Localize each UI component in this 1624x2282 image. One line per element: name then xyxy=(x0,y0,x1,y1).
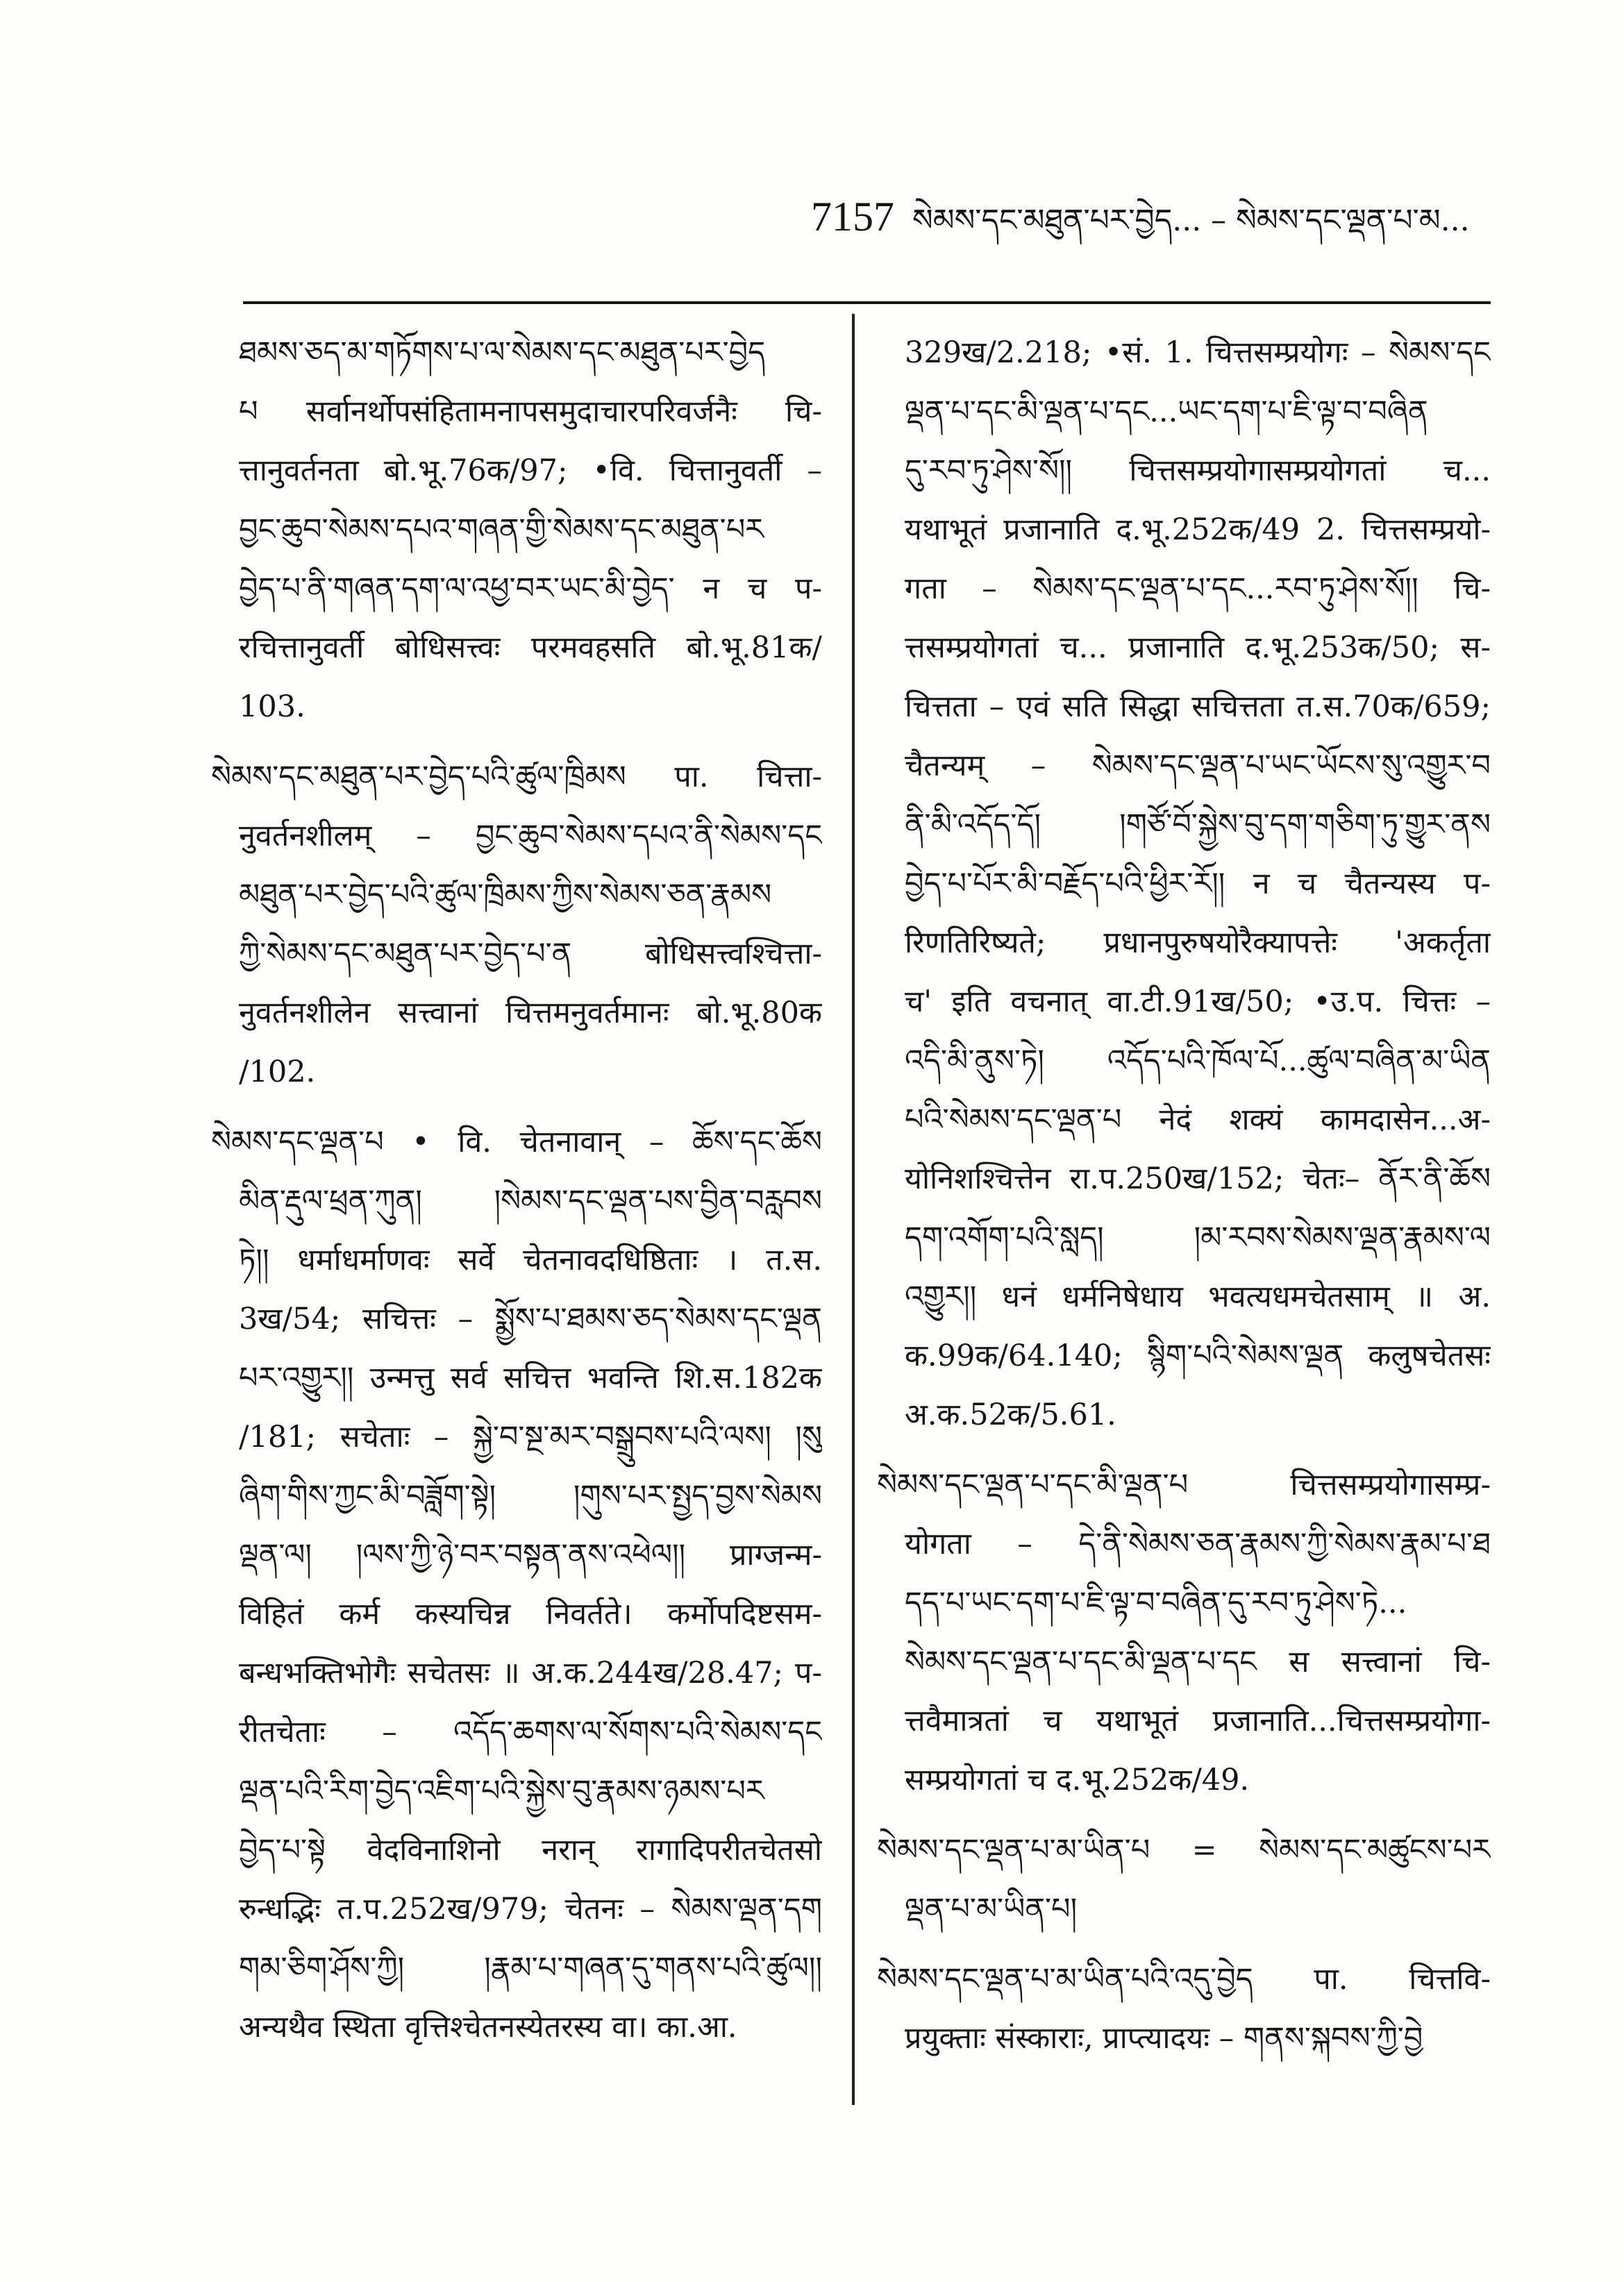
entry-line: པ सर्वानर्थोपसंहितामनापसमुदाचारपरिवर्जनैः चि- xyxy=(239,394,822,429)
entry-line: /181; सचेताः – སྐྱེ་བ་སྔ་མར་བསྒྲུབས་པའི་ལས། །སུ xyxy=(239,1420,822,1454)
column-divider xyxy=(852,314,855,2105)
entry-line: མིན་རྡུལ་ཕྲན་ཀུན། །སེམས་དང་ལྡན་པས་བྱིན་བརླབས xyxy=(239,1184,822,1218)
entry-line: དད་པ་ཡང་དག་པ་ཇི་ལྟ་བ་བཞིན་དུ་རབ་ཏུ་ཤེས་ཏེ... xyxy=(905,1586,1407,1620)
entry-line: अन्यथैव स्थिता वृत्तिश्चेतनस्येतरस्य वा। का.आ. xyxy=(239,2010,737,2045)
entry-line: ལྡན་ལ། །ལས་ཀྱི་ཉེ་བར་བསྟན་ནས་འཕེལ།། प्राग्जन्म- xyxy=(239,1538,822,1572)
entry-line: सम्प्रयोगतां च द.भू.252क/49. xyxy=(905,1763,1250,1797)
entry-line: रचित्तानुवर्ती बोधिसत्त्वः परमवहसति बो.भू.81क/ xyxy=(239,630,822,665)
entry-line: नुवर्तनशीलम् – བྱང་ཆུབ་སེམས་དཔའ་ནི་སེམས་དང xyxy=(239,819,822,853)
dictionary-entry xyxy=(211,1113,822,2057)
entry-line: विहितं कर्म कस्यचिन्न निवर्तते। कर्मोपदिष्टसम- xyxy=(239,1597,822,1631)
entry-line: བྱེད་པ་ནི་གཞན་དག་ལ་འཕྱ་བར་ཡང་མི་བྱེད་ न च प- xyxy=(239,571,822,606)
entry-line: ཞིག་གིས་ཀྱང་མི་བཟློག་སྟེ། །གུས་པར་སྤྱད་བྱས་སེམས xyxy=(239,1479,822,1513)
entry-line: बन्धभक्तिभोगैः सचेतसः ॥ अ.क.244ख/28.47; प- xyxy=(239,1656,822,1690)
entry-line: चित्तता – एवं सति सिद्धा सचित्तता त.स.70क/659; xyxy=(905,689,1491,724)
entry-line: འདི་མི་ནུས་ཏེ། འདོད་པའི་ཁོལ་པོ...ཚུལ་བཞིན་མ་ཡིན xyxy=(905,1043,1491,1078)
entry-line: रीतचेताः – འདོད་ཆགས་ལ་སོགས་པའི་སེམས་དང xyxy=(239,1715,822,1750)
entry-line: ནི་མི་འདོད་དོ། །གཙོ་བོ་སྐྱེས་བུ་དག་གཅིག་ཏུ་གྱུར་ནས xyxy=(905,807,1491,842)
entry-line: योगता – དེ་ནི་སེམས་ཅན་རྣམས་ཀྱི་སེམས་རྣམ་པ་ཐ xyxy=(905,1527,1491,1561)
entry-line: 3ख/54; सचित्तः – སྨྱོས་པ་ཐམས་ཅད་སེམས་དང་ལྡན xyxy=(239,1302,822,1336)
running-head: སེམས་དང་མཐུན་པར་བྱེད... – སེམས་དང་ལྡན་པ་མ... xyxy=(912,203,1470,238)
entry-line: अ.क.52क/5.61. xyxy=(905,1398,1116,1432)
entry-line: त्तवैमात्रतां च यथाभूतं प्रजानाति...चित्तसम्प्रयोगा- xyxy=(905,1704,1491,1738)
dictionary-entry xyxy=(877,1950,1491,2068)
entry-line: ཐམས་ཅད་མ་གཏོགས་པ་ལ་སེམས་དང་མཐུན་པར་བྱེད xyxy=(239,335,766,370)
entry-line: བྱེད་པ་པོར་མི་བརྗོད་པའི་ཕྱིར་རོ།། न च चैतन्यस्य प- xyxy=(905,866,1491,901)
entry-line: 103. xyxy=(239,689,305,724)
entry-line: रिणतिरिष्यते; प्रधानपुरुषयोरैक्यापत्तेः 'अकर्तृता xyxy=(905,925,1491,960)
headword-line: སེམས་དང་ལྡན་པ་མ་ཡིན་པའི་འདུ་བྱེད पा. चित्तवि- xyxy=(877,1962,1491,1997)
dictionary-entry xyxy=(877,1456,1491,1810)
entry-line: त्तानुवर्तनता बो.भू.76क/97; •वि. चित्तानुवर्ती – xyxy=(239,453,822,488)
entry-line: བྱེད་པ་སྟེ वेदविनाशिनो नरान् रागादिपरीतचेतसो xyxy=(239,1833,822,1868)
entry-line: ལྡན་པའི་རིག་བྱེད་འཇིག་པའི་སྐྱེས་བུ་རྣམས་ཉམས་པར xyxy=(239,1774,764,1809)
header-rule xyxy=(243,301,1491,304)
entry-line: བྱང་ཆུབ་སེམས་དཔའ་གཞན་གྱི་སེམས་དང་མཐུན་པར xyxy=(239,512,764,547)
entry-line: चैतन्यम् – སེམས་དང་ལྡན་པ་ཡང་ཡོངས་སུ་འགྱུར་བ xyxy=(905,748,1491,783)
entry-line: गता – སེམས་དང་ལྡན་པ་དང...རབ་ཏུ་ཤེས་སོ།། चि- xyxy=(905,571,1491,606)
headword-line: སེམས་དང་ལྡན་པ • वि. चेतनावान् – ཆོས་དང་ཆོས xyxy=(211,1125,822,1159)
entry-line: པའི་སེམས་དང་ལྡན་པ नेदं शक्यं कामदासेन...अ- xyxy=(905,1102,1491,1137)
dictionary-entry xyxy=(211,748,822,1102)
headword-line: སེམས་དང་ལྡན་པ་དང་མི་ལྡན་པ चित्तसम्प्रयोगासम्प्र- xyxy=(877,1468,1491,1502)
entry-line: ཀྱི་སེམས་དང་མཐུན་པར་བྱེད་པ་ན बोधिसत्त्वश्चित्ता- xyxy=(239,937,822,971)
entry-line: པར་འགྱུར།། उन्मत्तु सर्व सचित्त भवन्ति शि.स.182क xyxy=(239,1361,822,1395)
entry-line: क.99क/64.140; སྙིག་པའི་སེམས་ལྡན कलुषचेतसः xyxy=(905,1339,1491,1373)
entry-line: འགྱུར།། धनं धर्मनिषेधाय भवत्यधमचेतसाम् ॥ अ. xyxy=(905,1280,1491,1314)
entry-line: གམ་ཅིག་ཤོས་ཀྱི། །རྣམ་པ་གཞན་དུ་གནས་པའི་ཚུལ།། xyxy=(239,1951,822,1986)
entry-continuation xyxy=(211,324,822,737)
entry-line: यथाभूतं प्रजानाति द.भू.252क/49 2. चित्तसम्प्रयो- xyxy=(905,512,1491,547)
entry-line: ཏེ།། धर्माधर्माणवः सर्वे चेतनावदधिष्ठिताः । त.स. xyxy=(239,1243,822,1277)
entry-continuation xyxy=(877,324,1491,1445)
entry-line: नुवर्तनशीलेन सत्त्वानां चित्तमनुवर्तमानः बो.भू.80क xyxy=(239,996,822,1030)
entry-line: མཐུན་པར་བྱེད་པའི་ཚུལ་ཁྲིམས་ཀྱིས་སེམས་ཅན་རྣམས xyxy=(239,878,772,912)
headword-line: སེམས་དང་ལྡན་པ་མ་ཡིན་པ = སེམས་དང་མཚུངས་པར xyxy=(877,1833,1491,1868)
headword-line: སེམས་དང་མཐུན་པར་བྱེད་པའི་ཚུལ་ཁྲིམས पा. चित्ता- xyxy=(211,760,822,794)
entry-line: 329ख/2.218; •सं. 1. चित्तसम्प्रयोगः – སེམས་དང xyxy=(905,335,1491,370)
entry-line: त्तसम्प्रयोगतां च... प्रजानाति द.भू.253क/50; स- xyxy=(905,630,1491,665)
page-header xyxy=(811,186,1491,253)
entry-line: ལྡན་པ་དང་མི་ལྡན་པ་དང...ཡང་དག་པ་ཇི་ལྟ་བ་བཞིན xyxy=(905,394,1428,429)
entry-line: དག་འགོག་པའི་སླད། །མ་རབས་སེམས་ལྡན་རྣམས་ལ xyxy=(905,1220,1491,1255)
left-column xyxy=(211,324,822,2057)
entry-line: योनिशश्चित्तेन रा.प.250ख/152; चेतः– ནོར་ནི་ཆོས xyxy=(905,1161,1491,1196)
entry-line: སེམས་དང་ལྡན་པ་དང་མི་ལྡན་པ་དང स सत्त्वानां चि- xyxy=(905,1645,1491,1679)
entry-line: रुन्धद्भिः त.प.252ख/979; चेतनः – སེམས་ལྡན་དག xyxy=(239,1892,822,1927)
entry-line: /102. xyxy=(239,1055,316,1089)
page-number: 7157 xyxy=(811,194,894,240)
entry-line: च' इति वचनात् वा.टी.91ख/50; •उ.प. चित्तः – xyxy=(905,984,1491,1019)
right-column xyxy=(877,324,1491,2068)
entry-line: प्रयुक्ताः संस्काराः, प्राप्त्यादयः – གནས་སྐབས་ཀྱི་བྱེ xyxy=(905,2021,1423,2056)
entry-line: དུ་རབ་ཏུ་ཤེས་སོ།། चित्तसम्प्रयोगासम्प्रयोगतां च... xyxy=(905,453,1491,488)
dictionary-entry xyxy=(877,1821,1491,1939)
entry-line: ལྡན་པ་མ་ཡིན་པ། xyxy=(905,1892,1078,1927)
